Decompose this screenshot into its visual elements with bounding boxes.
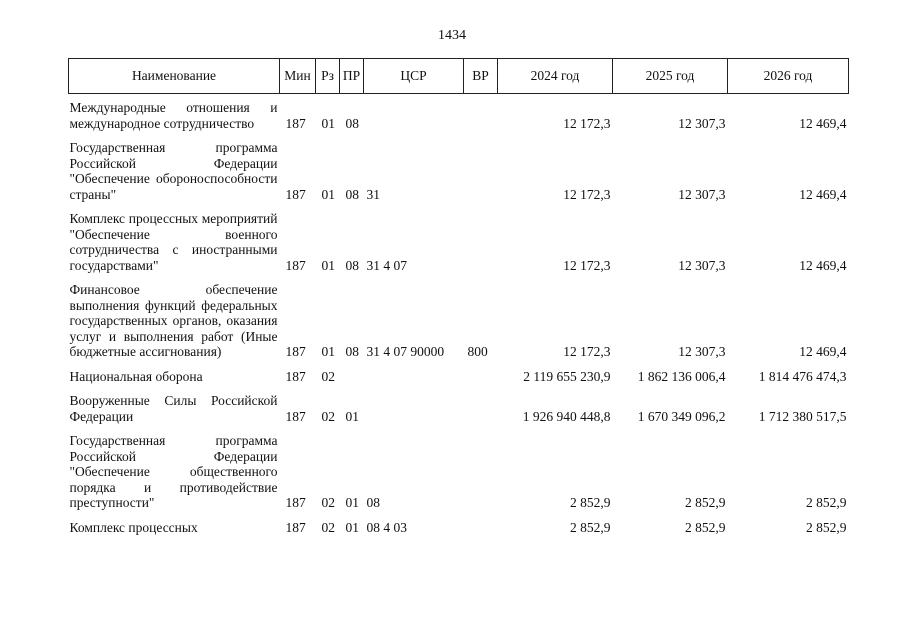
row-pr: 01 [345,519,359,535]
row-csr: 08 4 03 [366,519,407,535]
row-csr: 31 [366,186,380,202]
header-vr: ВР [464,59,498,94]
row-vr: 800 [467,344,488,359]
row-name: Государственная программа Российской Федерации "Обеспечение обороноспособности страны" [69,140,278,202]
row-2026: 12 469,4 [799,257,847,273]
row-rz: 02 [321,368,335,384]
row-2025: 12 307,3 [678,115,726,131]
row-pr: 01 [345,408,359,424]
row-2025: 12 307,3 [678,344,726,359]
row-2024: 2 119 655 230,9 [523,368,611,384]
table-row [69,424,849,511]
row-2025: 1 670 349 096,2 [637,408,726,424]
row-name: Финансовое обеспечение выполнения функций федеральных государственных органов, оказания услуг и выполнения работ (Иные бюджетные ассигнования) [69,282,278,359]
row-rz: 01 [321,344,335,359]
row-rz: 01 [321,186,335,202]
row-csr: 31 4 07 [366,257,407,273]
row-pr: 08 [345,115,359,131]
row-name: Комплекс процессных мероприятий "Обеспечение военного сотрудничества с иностранными государствами" [69,211,278,273]
header-2024: 2024 год [498,59,613,94]
row-2025: 12 307,3 [678,186,726,202]
row-2025: 1 862 136 006,4 [637,368,726,384]
row-min: 187 [285,495,306,510]
row-2026: 1 712 380 517,5 [758,408,847,424]
row-name: Государственная программа Российской Федерации "Обеспечение общественного порядка и противодействие преступности" [69,433,278,510]
row-min: 187 [285,344,306,359]
row-name: Национальная оборона [69,368,203,384]
row-pr: 08 [345,257,359,273]
table-row [69,94,849,132]
row-vr [464,360,498,385]
header-min: Мин [280,59,316,94]
header-2025: 2025 год [613,59,728,94]
row-2024: 2 852,9 [570,495,611,510]
row-csr [364,94,464,132]
table-header [69,59,849,94]
row-min: 187 [285,115,306,131]
row-2026: 12 469,4 [799,344,847,359]
row-2024: 12 172,3 [563,186,611,202]
budget-table [68,58,849,535]
table-row [69,131,849,202]
row-rz: 02 [321,495,335,510]
header-rz: Рз [316,59,340,94]
row-min: 187 [285,408,306,424]
row-2024: 1 926 940 448,8 [522,408,611,424]
row-min: 187 [285,186,306,202]
row-2024: 2 852,9 [570,519,611,535]
row-csr [364,360,464,385]
table-row [69,511,849,536]
row-2024: 12 172,3 [563,344,611,359]
row-rz: 02 [321,519,335,535]
row-rz: 02 [321,408,335,424]
row-vr [464,94,498,132]
table-row [69,384,849,424]
row-csr [364,384,464,424]
row-vr [464,424,498,511]
table-row [69,360,849,385]
row-2024: 12 172,3 [563,257,611,273]
row-name: Международные отношения и международное сотрудничество [69,100,278,131]
row-2026: 2 852,9 [806,495,847,510]
header-csr: ЦСР [364,59,464,94]
table-body [69,94,849,536]
row-vr [464,202,498,273]
header-2026: 2026 год [728,59,849,94]
row-min: 187 [285,368,306,384]
row-2025: 12 307,3 [678,257,726,273]
row-2026: 12 469,4 [799,115,847,131]
header-pr: ПР [340,59,364,94]
page-number: 1434 [438,28,466,43]
row-min: 187 [285,519,306,535]
row-min: 187 [285,257,306,273]
row-pr: 08 [345,344,359,359]
row-csr: 31 4 07 90000 [366,344,445,359]
row-csr: 08 [366,495,380,510]
row-pr: 08 [345,186,359,202]
row-vr [464,384,498,424]
row-rz: 01 [321,257,335,273]
row-2025: 2 852,9 [685,519,726,535]
row-name: Вооруженные Силы Российской Федерации [69,393,278,424]
row-vr [464,511,498,536]
row-vr [464,131,498,202]
row-rz: 01 [321,115,335,131]
row-2025: 2 852,9 [685,495,726,510]
row-2026: 12 469,4 [799,186,847,202]
row-name: Комплекс процессных [69,519,198,535]
row-2024: 12 172,3 [563,115,611,131]
row-pr: 01 [345,495,359,510]
row-2026: 1 814 476 474,3 [758,368,847,384]
row-pr [340,360,364,385]
row-2026: 2 852,9 [806,519,847,535]
header-name: Наименование [69,59,280,94]
table-row [69,202,849,273]
table-row [69,273,849,360]
